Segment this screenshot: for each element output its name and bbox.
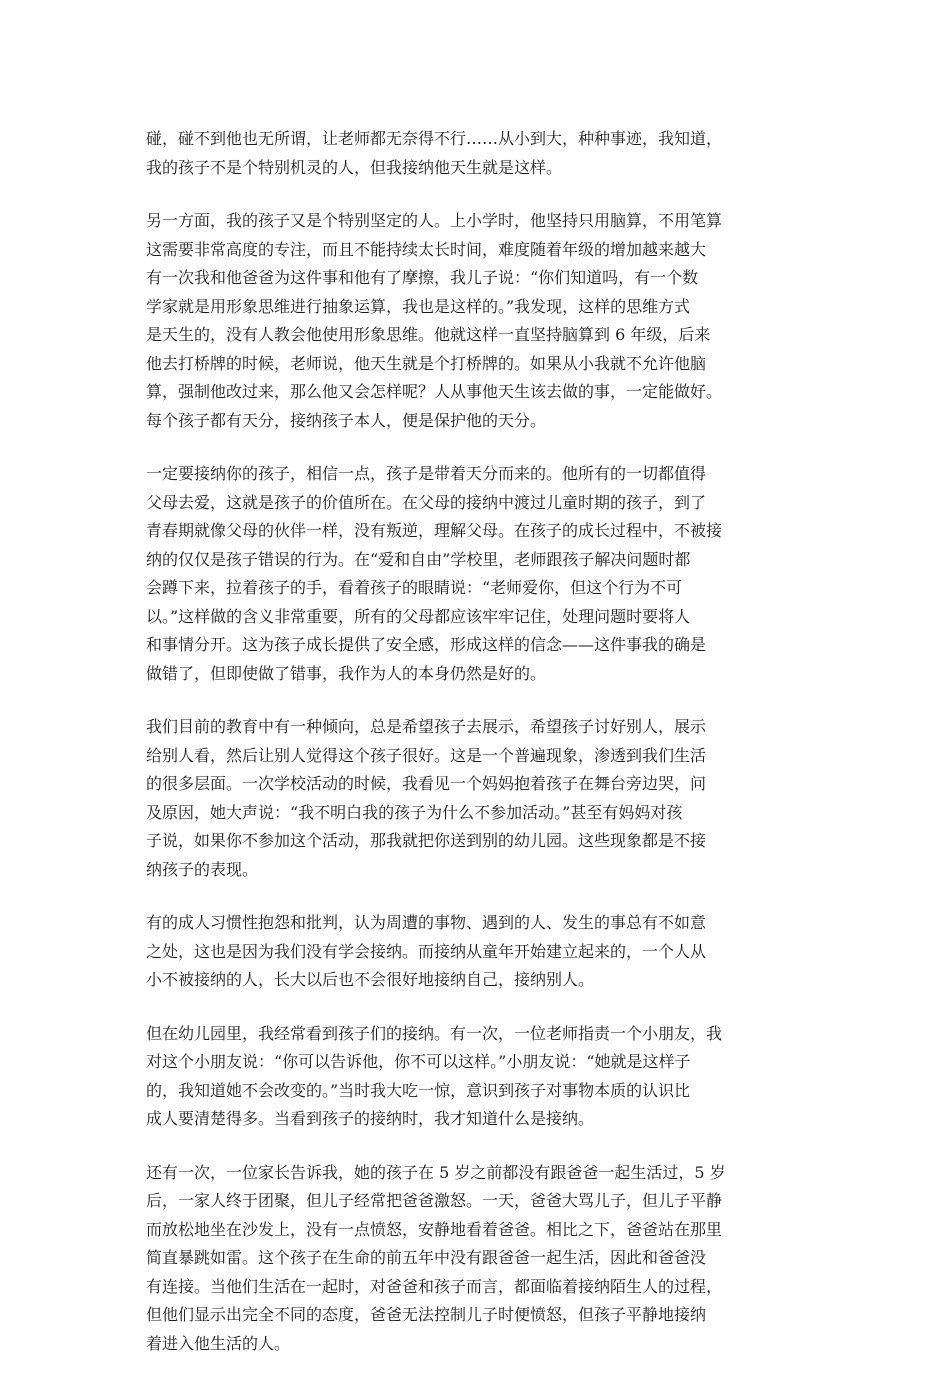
text-line: 青春期就像父母的伙伴一样，没有叛逆，理解父母。在孩子的成长过程中，不被接: [146, 521, 723, 540]
paragraph-2: [146, 207, 810, 435]
text-line: 给别人看，然后让别人觉得这个孩子很好。这是一个普遍现象，渗透到我们生活: [146, 745, 707, 765]
text-line: 碰，碰不到他也无所谓，让老师都无奈得不行……从小到大，种种事迹，我知道，: [146, 129, 723, 148]
text-line: 这需要非常高度的专注，而且不能持续太长时间，难度随着年级的增加越来越大: [146, 239, 707, 259]
text-line: 有的成人习惯性抱怨和批判，认为周遭的事物、遇到的人、发生的事总有不如意: [146, 913, 707, 932]
text-line: 的，我知道她不会改变的。”当时我大吃一惊，意识到孩子对事物本质的认识比: [146, 1080, 691, 1100]
paragraph-4: [146, 713, 810, 884]
text-line: 纳孩子的表现。: [146, 859, 259, 879]
text-line: 的很多层面。一次学校活动的时候，我看见一个妈妈抱着孩子在舞台旁边哭，问: [146, 774, 707, 793]
text-line: 对这个小朋友说：“你可以告诉他，你不可以这样。”小朋友说：“她就是这样子: [146, 1052, 691, 1071]
text-line: 子说，如果你不参加这个活动，那我就把你送到别的幼儿园。这些现象都是不接: [146, 831, 707, 850]
text-line: 学家就是用形象思维进行抽象运算，我也是这样的。”我发现，这样的思维方式: [146, 296, 691, 316]
text-line: 而放松地坐在沙发上，没有一点愤怒，安静地看着爸爸。相比之下，爸爸站在那里: [146, 1219, 723, 1239]
text-line: 他去打桥牌的时候，老师说，他天生就是个打桥牌的。如果从小我就不允许他脑: [146, 353, 707, 373]
text-line: 一定要接纳你的孩子，相信一点，孩子是带着天分而来的。他所有的一切都值得: [146, 464, 707, 483]
text-line: 是天生的，没有人教会他使用形象思维。他就这样一直坚持脑算到 6 年级，后来: [146, 325, 711, 344]
text-line: 简直暴跳如雷。这个孩子在生命的前五年中没有跟爸爸一起生活，因此和爸爸没: [146, 1248, 707, 1267]
text-line: 但他们显示出完全不同的态度，爸爸无法控制儿子时便愤怒，但孩子平静地接纳: [146, 1305, 707, 1324]
paragraph-7: [146, 1159, 810, 1359]
text-column: [146, 125, 810, 1383]
text-line: 父母去爱，这就是孩子的价值所在。在父母的接纳中渡过儿童时期的孩子，到了: [146, 492, 707, 512]
text-line: 会蹲下来，拉着孩子的手，看着孩子的眼睛说：“老师爱你，但这个行为不可: [146, 578, 683, 597]
text-line: 算，强制他改过来，那么他又会怎样呢？人从事他天生该去做的事，一定能做好。: [146, 382, 723, 401]
text-line: 每个孩子都有天分，接纳孩子本人，便是保护他的天分。: [146, 410, 547, 430]
text-line: 小不被接纳的人，长大以后也不会很好地接纳自己，接纳别人。: [146, 970, 595, 989]
text-line: 之处，这也是因为我们没有学会接纳。而接纳从童年开始建立起来的，一个人从: [146, 941, 707, 961]
text-line: 和事情分开。这为孩子成长提供了安全感，形成这样的信念——这件事我的确是: [146, 635, 707, 654]
text-line: 我的孩子不是个特别机灵的人，但我接纳他天生就是这样。: [146, 157, 563, 177]
paragraph-5: [146, 909, 810, 995]
text-line: 但在幼儿园里，我经常看到孩子们的接纳。有一次，一位老师指责一个小朋友，我: [146, 1023, 723, 1043]
text-line: 成人要清楚得多。当看到孩子的接纳时，我才知道什么是接纳。: [146, 1109, 595, 1128]
text-line: 做错了，但即使做了错事，我作为人的本身仍然是好的。: [146, 663, 547, 683]
text-line: 以。”这样做的含义非常重要，所有的父母都应该牢牢记住，处理问题时要将人: [146, 606, 691, 626]
paragraph-1: [146, 125, 810, 182]
text-line: 我们目前的教育中有一种倾向，总是希望孩子去展示，希望孩子讨好别人，展示: [146, 717, 707, 736]
paragraph-3: [146, 460, 810, 688]
text-line: 有连接。当他们生活在一起时，对爸爸和孩子而言，都面临着接纳陌生人的过程，: [146, 1276, 723, 1296]
text-line: 及原因，她大声说：“我不明白我的孩子为什么不参加活动。”甚至有妈妈对孩: [146, 802, 683, 822]
text-line: 纳的仅仅是孩子错误的行为。在“爱和自由”学校里，老师跟孩子解决问题时都: [146, 549, 691, 569]
text-line: 有一次我和他爸爸为这件事和他有了摩擦，我儿子说：“你们知道吗，有一个数: [146, 268, 699, 287]
text-line: 还有一次，一位家长告诉我，她的孩子在 5 岁之前都没有跟爸爸一起生活过，5 岁: [146, 1162, 726, 1182]
text-line: 另一方面，我的孩子又是个特别坚定的人。上小学时，他坚持只用脑算，不用笔算: [146, 211, 723, 230]
text-line: 后，一家人终于团聚，但儿子经常把爸爸激怒。一天，爸爸大骂儿子，但儿子平静: [146, 1191, 723, 1210]
text-line: 着进入他生活的人。: [146, 1333, 291, 1353]
paragraph-6: [146, 1020, 810, 1134]
